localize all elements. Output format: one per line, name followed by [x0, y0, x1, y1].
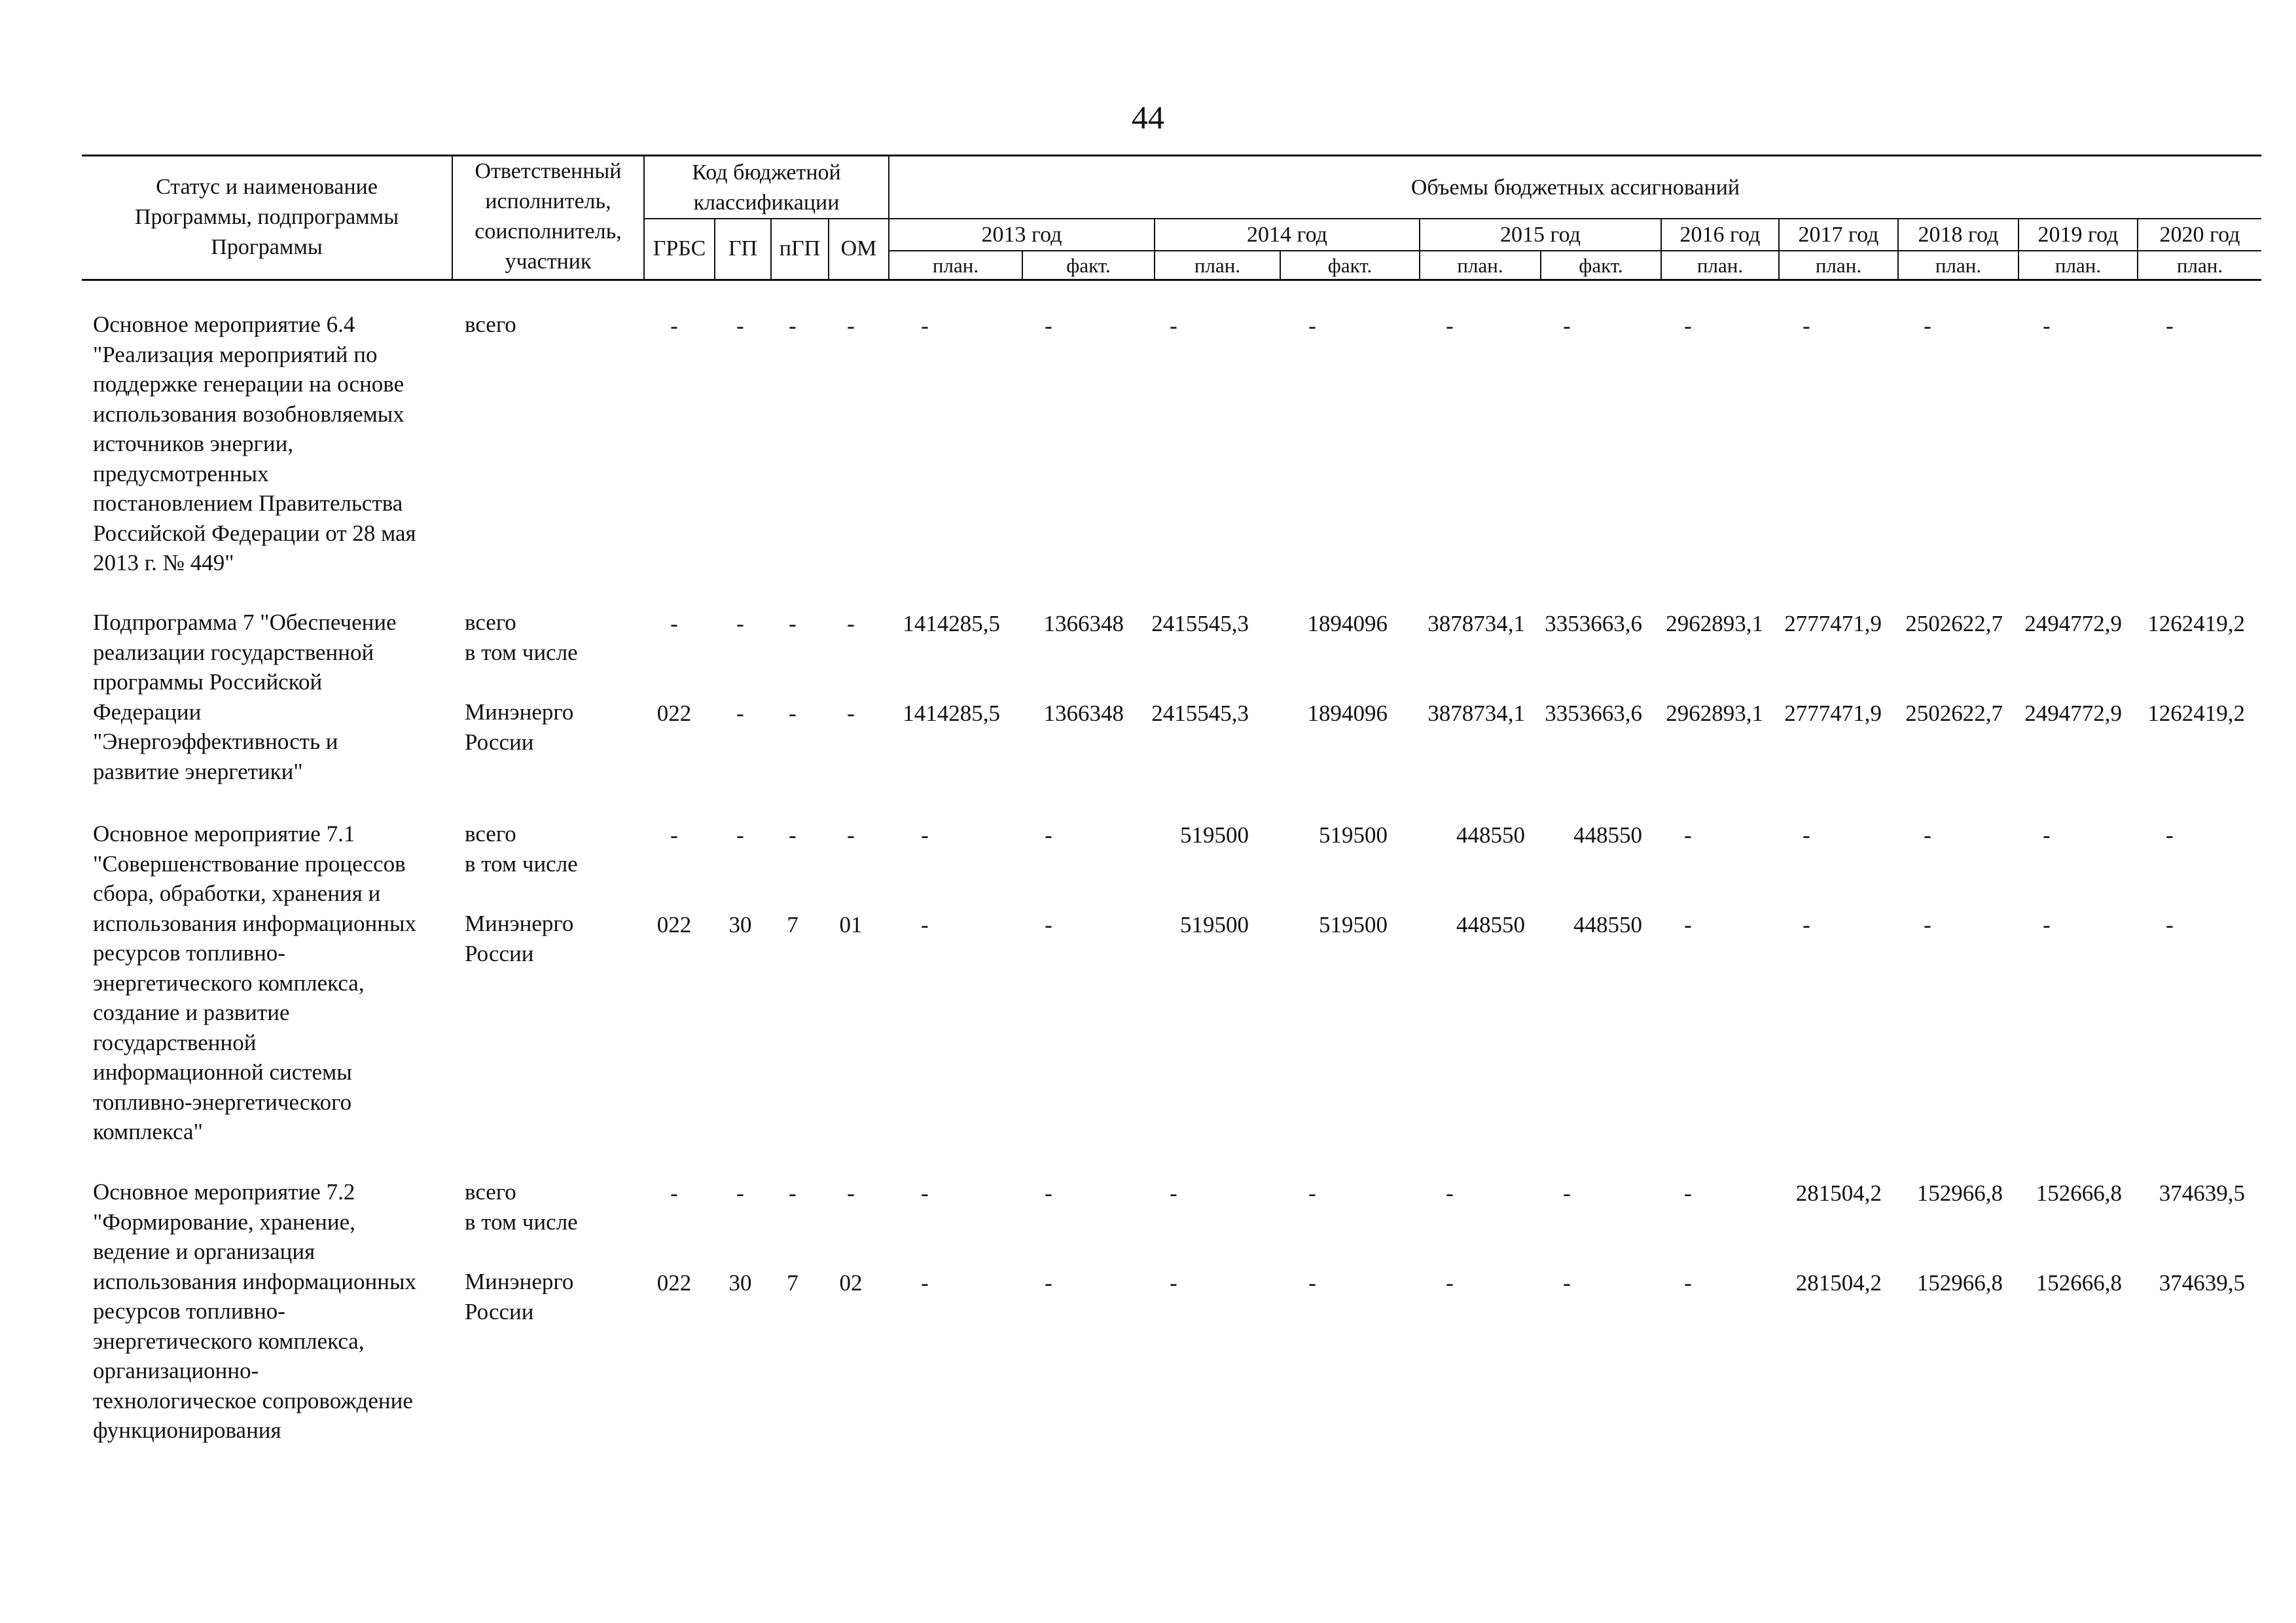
value-cell: -: [1045, 912, 1052, 938]
value-cell: 2415545,3: [1151, 701, 1249, 726]
value-cell: 2962893,1: [1666, 611, 1763, 636]
value-cell: -: [1170, 1180, 1177, 1206]
header-year: 2019 год: [2037, 223, 2119, 247]
header-year: 2014 год: [1247, 223, 1327, 247]
value-cell: -: [1924, 822, 1931, 848]
value-cell: 2777471,9: [1784, 611, 1882, 636]
code-cell: -: [847, 822, 855, 848]
code-cell: -: [736, 1180, 744, 1206]
header-sub: план.: [2176, 254, 2223, 277]
header-year: 2017 год: [1798, 223, 1879, 247]
value-cell: 374639,5: [2159, 1270, 2245, 1296]
value-cell: -: [2043, 822, 2051, 848]
header-sub: план.: [1457, 254, 1503, 277]
header-sub: факт.: [1579, 254, 1623, 277]
participant-cell: всего в том числе: [465, 821, 578, 877]
value-cell: -: [1684, 912, 1692, 938]
value-cell: 2415545,3: [1151, 611, 1249, 636]
value-cell: -: [1924, 912, 1931, 938]
code-cell: -: [736, 701, 744, 726]
code-cell: 30: [728, 1270, 752, 1296]
code-cell: -: [847, 1180, 855, 1206]
value-cell: 448550: [1573, 822, 1642, 848]
code-cell: 022: [656, 912, 692, 938]
code-cell: -: [670, 1180, 678, 1206]
value-cell: 2502622,7: [1905, 611, 2003, 636]
code-cell: -: [847, 611, 855, 636]
code-cell: 30: [728, 912, 752, 938]
value-cell: 3878734,1: [1427, 701, 1525, 726]
value-cell: 3353663,6: [1545, 701, 1642, 726]
header-code-grbs: ГРБС: [653, 236, 706, 261]
value-cell: -: [1446, 1270, 1454, 1296]
code-cell: 7: [787, 1270, 798, 1296]
header-budget-code: Код бюджетной классификации: [692, 160, 841, 215]
participant-cell: Минэнерго России: [465, 699, 574, 755]
value-cell: -: [1684, 313, 1692, 338]
value-cell: 152966,8: [1916, 1180, 2003, 1206]
header-sub: факт.: [1327, 254, 1372, 277]
header-year: 2013 год: [981, 223, 1062, 247]
value-cell: 519500: [1319, 822, 1388, 848]
header-sub: план.: [1815, 254, 1862, 277]
participant-cell: всего: [465, 312, 516, 337]
participant-cell: всего в том числе: [465, 610, 578, 665]
code-cell: -: [670, 313, 678, 338]
value-cell: 519500: [1180, 822, 1249, 848]
code-cell: -: [847, 313, 855, 338]
value-cell: -: [1563, 313, 1571, 338]
value-cell: -: [921, 822, 929, 848]
value-cell: 1366348: [1043, 611, 1124, 636]
value-cell: -: [1563, 1180, 1571, 1206]
value-cell: 281504,2: [1795, 1180, 1882, 1206]
header-sub: план.: [2054, 254, 2102, 277]
value-cell: 1262419,2: [2147, 611, 2245, 636]
header-year: 2018 год: [1918, 223, 1999, 247]
header-year: 2020 год: [2159, 223, 2240, 247]
value-cell: 374639,5: [2159, 1180, 2245, 1206]
value-cell: -: [1045, 822, 1052, 848]
header-year: 2015 год: [1500, 223, 1581, 247]
value-cell: -: [921, 313, 929, 338]
value-cell: 1262419,2: [2147, 701, 2245, 726]
header-sub: план.: [1696, 254, 1744, 277]
header-responsible: Ответственный исполнитель, соисполнитель, участник: [475, 159, 622, 274]
value-cell: 519500: [1180, 912, 1249, 938]
value-cell: 1894096: [1307, 701, 1388, 726]
code-cell: -: [670, 611, 678, 636]
value-cell: -: [1803, 313, 1810, 338]
code-cell: 7: [787, 912, 798, 938]
value-cell: -: [1045, 1180, 1052, 1206]
row-name: Основное мероприятие 7.1 "Совершенствование процессов сбора, обработки, хранения и использования информационных ресурсов топливно- энергетического комплекса, создание и развитие государственной информационной системы топливно-энергетического комплекса": [93, 821, 416, 1144]
code-cell: -: [789, 313, 797, 338]
header-sub: факт.: [1066, 254, 1111, 277]
code-cell: -: [847, 701, 855, 726]
value-cell: -: [1446, 313, 1454, 338]
value-cell: -: [1684, 1270, 1692, 1296]
value-cell: 281504,2: [1795, 1270, 1882, 1296]
value-cell: 448550: [1456, 912, 1525, 938]
value-cell: -: [1308, 1270, 1316, 1296]
value-cell: 3878734,1: [1427, 611, 1525, 636]
value-cell: 1414285,5: [903, 701, 1000, 726]
value-cell: 152666,8: [2036, 1270, 2122, 1296]
value-cell: 448550: [1456, 822, 1525, 848]
code-cell: 022: [656, 1270, 692, 1296]
value-cell: 2962893,1: [1666, 701, 1763, 726]
value-cell: 448550: [1573, 912, 1642, 938]
header-bottom-rule: [82, 279, 2261, 281]
header-sub: план.: [1194, 254, 1241, 277]
code-divider-rule: [643, 218, 888, 219]
value-cell: 2494772,9: [2024, 701, 2122, 726]
value-cell: 152666,8: [2036, 1180, 2122, 1206]
header-code-pgp: пГП: [779, 236, 821, 261]
years-top-rule: [888, 218, 2261, 219]
code-cell: -: [736, 313, 744, 338]
value-cell: -: [2166, 912, 2174, 938]
value-cell: -: [1803, 822, 1810, 848]
row-name: Подпрограмма 7 "Обеспечение реализации государственной программы Российской Федерации "Энергоэффективность и развитие энергетики": [93, 610, 397, 784]
value-cell: -: [921, 912, 929, 938]
value-cell: 2502622,7: [1905, 701, 2003, 726]
page-number: 44: [1132, 99, 1164, 136]
sub-top-rule: [888, 250, 2261, 251]
code-cell: 022: [656, 701, 692, 726]
row-name: Основное мероприятие 7.2 "Формирование, хранение, ведение и организация использования информационных ресурсов топливно- энергетического комплекса, организационно- технологическое сопровождение функционирования: [93, 1179, 416, 1443]
header-volumes: Объемы бюджетных ассигнований: [1410, 175, 1740, 200]
header-sub: план.: [932, 254, 979, 277]
code-cell: -: [670, 822, 678, 848]
code-cell: 01: [839, 912, 863, 938]
value-cell: -: [1563, 1270, 1571, 1296]
value-cell: 152966,8: [1916, 1270, 2003, 1296]
value-cell: -: [2166, 313, 2174, 338]
participant-cell: Минэнерго России: [465, 1269, 574, 1324]
header-code-gp: ГП: [728, 236, 758, 261]
value-cell: -: [1308, 1180, 1316, 1206]
value-cell: -: [1308, 313, 1316, 338]
code-cell: -: [789, 1180, 797, 1206]
value-cell: 1894096: [1307, 611, 1388, 636]
header-status-name: Статус и наименование Программы, подпрограммы Программы: [134, 175, 399, 259]
value-cell: -: [1803, 912, 1810, 938]
value-cell: 519500: [1319, 912, 1388, 938]
code-cell: -: [789, 701, 797, 726]
value-cell: -: [2166, 822, 2174, 848]
header-year: 2016 год: [1679, 223, 1761, 247]
value-cell: -: [2043, 313, 2051, 338]
value-cell: 3353663,6: [1545, 611, 1642, 636]
header-code-om: ОМ: [840, 236, 877, 261]
code-cell: -: [789, 611, 797, 636]
code-cell: -: [736, 611, 744, 636]
value-cell: -: [1170, 1270, 1177, 1296]
value-cell: 1414285,5: [903, 611, 1000, 636]
row-name: Основное мероприятие 6.4 "Реализация мероприятий по поддержке генерации на основе использования возобновляемых источников энергии, предусмотренных постановлением Правительства Российской Федерации от 28 мая 2013 г. № 449": [93, 312, 416, 575]
participant-cell: всего в том числе: [465, 1179, 578, 1235]
participant-cell: Минэнерго России: [465, 911, 574, 966]
value-cell: 2494772,9: [2024, 611, 2122, 636]
value-cell: -: [1045, 313, 1052, 338]
value-cell: -: [1446, 1180, 1454, 1206]
value-cell: -: [2043, 912, 2051, 938]
header-top-rule: [82, 155, 2261, 156]
code-cell: -: [736, 822, 744, 848]
value-cell: -: [1170, 313, 1177, 338]
code-cell: 02: [839, 1270, 863, 1296]
code-cell: -: [789, 822, 797, 848]
value-cell: -: [1924, 313, 1931, 338]
header-sub: план.: [1935, 254, 1982, 277]
value-cell: 1366348: [1043, 701, 1124, 726]
value-cell: 2777471,9: [1784, 701, 1882, 726]
value-cell: -: [921, 1270, 929, 1296]
value-cell: -: [1045, 1270, 1052, 1296]
value-cell: -: [921, 1180, 929, 1206]
value-cell: -: [1684, 1180, 1692, 1206]
value-cell: -: [1684, 822, 1692, 848]
